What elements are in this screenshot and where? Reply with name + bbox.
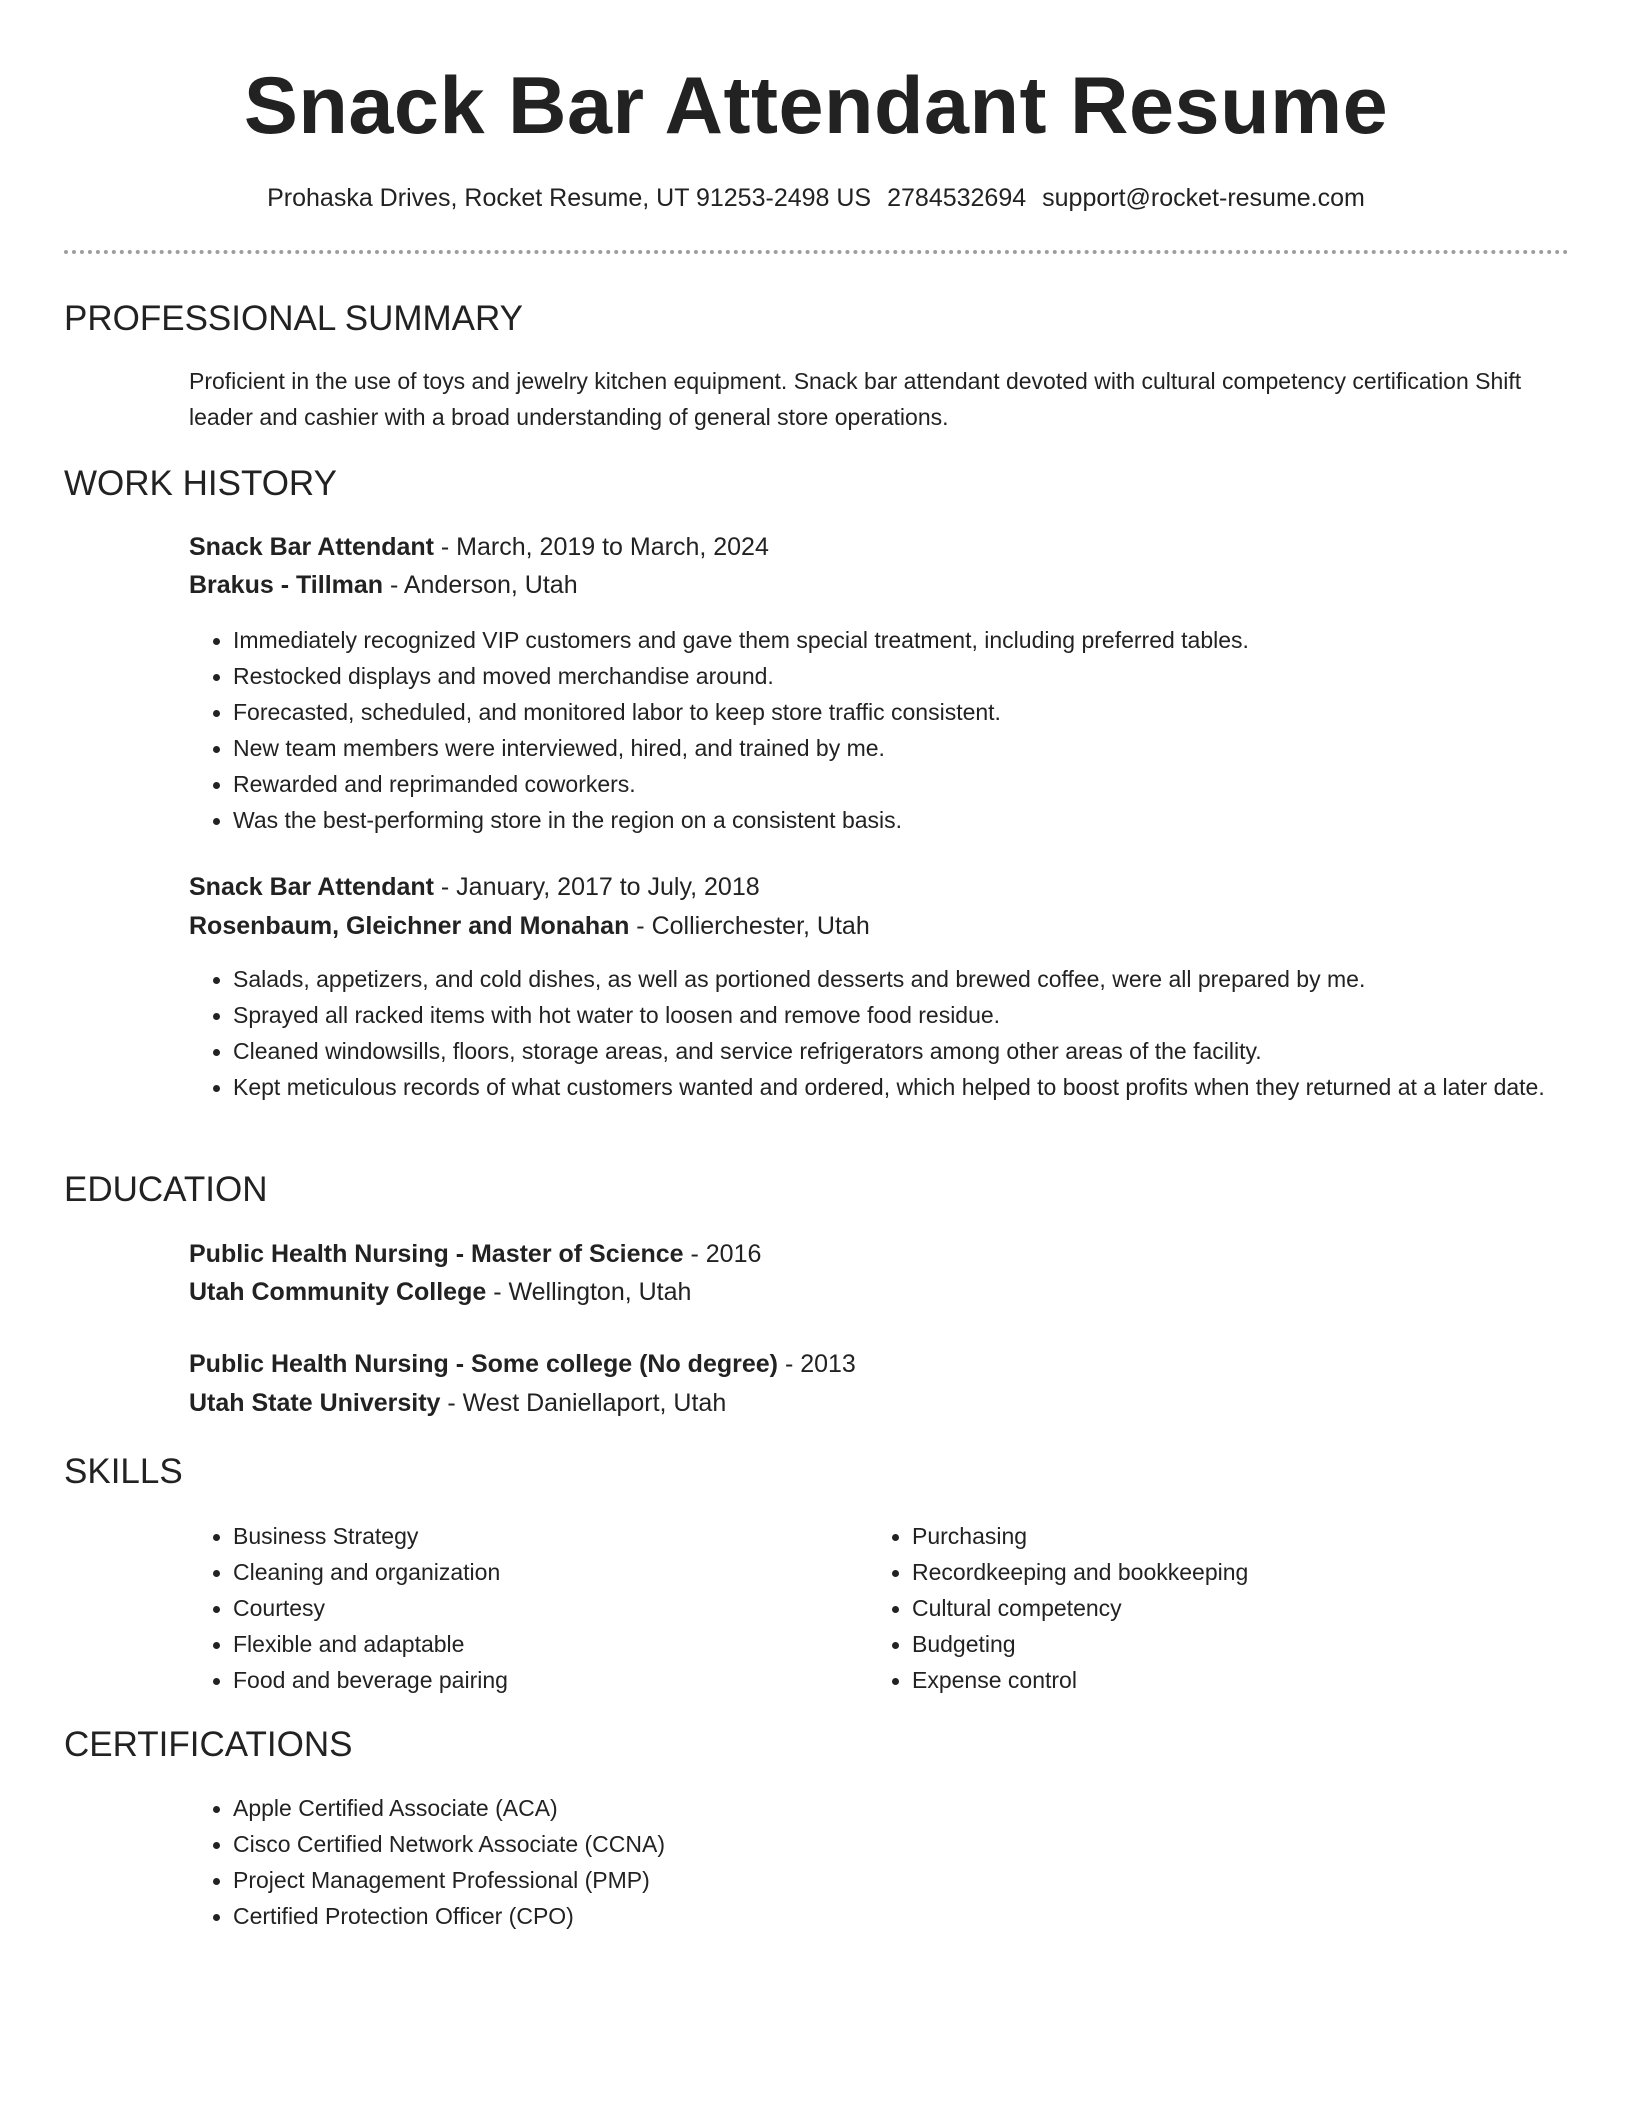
education-2-location: - West Daniellaport, Utah	[440, 1389, 727, 1417]
list-item: • Cultural competency	[912, 1590, 1632, 1626]
list-item: • Food and beverage pairing	[233, 1662, 1593, 1698]
job-1-company: Brakus - Tillman	[189, 571, 384, 599]
list-item: • Expense control	[912, 1662, 1632, 1698]
education-1-school: Utah Community College	[189, 1278, 487, 1306]
work-history-heading: WORK HISTORY	[64, 464, 337, 503]
job-2-title-line	[189, 870, 760, 904]
job-2-company: Rosenbaum, Gleichner and Monahan	[189, 912, 630, 940]
education-1-degree: Public Health Nursing - Master of Science	[189, 1240, 684, 1268]
list-item: • Certified Protection Officer (CPO)	[233, 1898, 1593, 1934]
education-2-school: Utah State University	[189, 1389, 441, 1417]
job-1-title: Snack Bar Attendant	[189, 533, 434, 561]
education-2-degree-line	[189, 1347, 856, 1381]
contact-address: Prohaska Drives, Rocket Resume, UT 91253-2498 US	[267, 184, 872, 212]
list-item: • Immediately recognized VIP customers and gave them special treatment, including preferred tables.	[233, 622, 1593, 658]
education-2-degree: Public Health Nursing - Some college (No degree)	[189, 1350, 778, 1378]
list-item: • Budgeting	[912, 1626, 1632, 1662]
list-item: • Sprayed all racked items with hot water to loosen and remove food residue.	[233, 997, 1593, 1033]
education-1-degree-line	[189, 1237, 761, 1271]
job-2-dates: - January, 2017 to July, 2018	[433, 873, 760, 901]
list-item: • Purchasing	[912, 1518, 1632, 1554]
summary-heading: PROFESSIONAL SUMMARY	[64, 299, 523, 338]
list-item: • Cisco Certified Network Associate (CCNA)	[233, 1826, 1593, 1862]
list-item: • Cleaning and organization	[233, 1554, 1593, 1590]
education-1-year: - 2016	[683, 1240, 762, 1268]
list-item: • Rewarded and reprimanded coworkers.	[233, 766, 1593, 802]
list-item: • Flexible and adaptable	[233, 1626, 1593, 1662]
contact-phone: 2784532694	[887, 184, 1027, 212]
list-item: • Kept meticulous records of what customers wanted and ordered, which helped to boost profits when they returned at a later date.	[233, 1069, 1593, 1105]
job-2-company-line	[189, 909, 870, 943]
list-item: • New team members were interviewed, hired, and trained by me.	[233, 730, 1593, 766]
certifications-list	[189, 1790, 1593, 1934]
list-item: • Apple Certified Associate (ACA)	[233, 1790, 1593, 1826]
job-1-location: - Anderson, Utah	[383, 571, 578, 599]
job-2-title: Snack Bar Attendant	[189, 873, 434, 901]
contact-line	[0, 181, 1632, 215]
list-item: • Salads, appetizers, and cold dishes, as well as portioned desserts and brewed coffee, were all prepared by me.	[233, 961, 1593, 997]
list-item: • Project Management Professional (PMP)	[233, 1862, 1593, 1898]
job-2-bullets	[189, 961, 1593, 1105]
skills-list-right	[868, 1518, 1632, 1698]
header-divider	[64, 250, 1569, 254]
list-item: • Courtesy	[233, 1590, 1593, 1626]
job-1-company-line	[189, 568, 578, 602]
education-1-location: - Wellington, Utah	[486, 1278, 692, 1306]
page-title: Snack Bar Attendant Resume	[243, 61, 1389, 151]
list-item: • Was the best-performing store in the region on a consistent basis.	[233, 802, 1593, 838]
list-item: • Cleaned windowsills, floors, storage areas, and service refrigerators among other areas of the facility.	[233, 1033, 1593, 1069]
list-item: • Restocked displays and moved merchandise around.	[233, 658, 1593, 694]
list-item: • Forecasted, scheduled, and monitored labor to keep store traffic consistent.	[233, 694, 1593, 730]
education-heading: EDUCATION	[64, 1170, 268, 1209]
job-1-bullets	[189, 622, 1593, 838]
education-2-year: - 2013	[778, 1350, 856, 1378]
contact-email: support@rocket-resume.com	[1042, 184, 1365, 212]
list-item: • Business Strategy	[233, 1518, 1593, 1554]
certifications-heading: CERTIFICATIONS	[64, 1725, 353, 1764]
education-2-school-line	[189, 1386, 726, 1420]
skills-heading: SKILLS	[64, 1452, 183, 1491]
job-2-location: - Collierchester, Utah	[629, 912, 870, 940]
job-1-dates: - March, 2019 to March, 2024	[433, 533, 769, 561]
education-1-school-line	[189, 1275, 691, 1309]
job-1-title-line	[189, 530, 769, 564]
summary-text: Proficient in the use of toys and jewelry kitchen equipment. Snack bar attendant devoted with cultural competency certification Shift leader and cashier with a broad understanding of general store operations.	[189, 368, 1522, 430]
list-item: • Recordkeeping and bookkeeping	[912, 1554, 1632, 1590]
